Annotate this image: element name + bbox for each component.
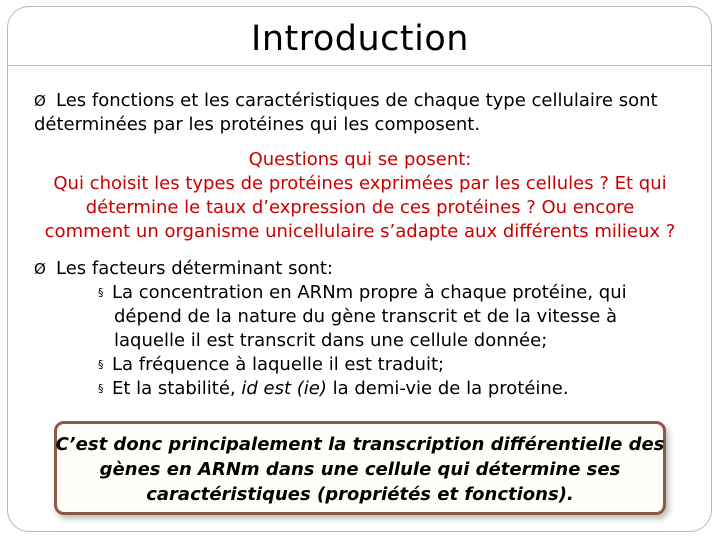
factor-item-3-post: la demi-vie de la protéine. xyxy=(326,378,569,399)
questions-heading: Questions qui se posent: xyxy=(248,149,472,170)
question-line-2: Qui choisit les types de protéines exprimées par les cellules ? Et qui xyxy=(53,173,667,194)
factor-item-1 xyxy=(98,281,627,305)
factor-item-3-italic: id est (ie) xyxy=(241,378,327,399)
slide-title: Introduction xyxy=(251,19,469,59)
factor-item-1-line-2: dépend de la nature du gène transcrit et de la vitesse à xyxy=(114,306,618,327)
factor-item-3 xyxy=(98,377,569,401)
factor-item-1-line-1: La concentration en ARNm propre à chaque protéine, qui xyxy=(112,282,627,303)
question-line-3: détermine le taux d’expression de ces protéines ? Ou encore xyxy=(85,197,635,218)
intro-bullet-line xyxy=(34,88,658,114)
arrow-bullet-icon: Ø xyxy=(34,260,46,278)
factor-item-3-pre: Et la stabilité, xyxy=(112,378,242,399)
factors-heading: Les facteurs déterminant sont: xyxy=(56,258,333,279)
conclusion-line-1: C’est donc principalement la transcription différentielle des xyxy=(55,434,665,455)
intro-line-2: déterminées par les protéines qui les composent. xyxy=(34,114,481,135)
title-divider xyxy=(7,65,712,66)
conclusion-line-3: caractéristiques (propriétés et fonctions). xyxy=(146,484,574,505)
factor-item-2-text: La fréquence à laquelle il est traduit; xyxy=(112,354,445,375)
conclusion-line-2: gènes en ARNm dans une cellule qui détermine ses xyxy=(99,459,621,480)
factor-item-2 xyxy=(98,353,444,377)
factor-item-1-line-3: laquelle il est transcrit dans une cellule donnée; xyxy=(114,330,548,351)
square-bullet-icon: § xyxy=(98,358,104,371)
question-line-4: comment un organisme unicellulaire s’adapte aux différents milieux ? xyxy=(44,221,676,242)
factors-heading-line xyxy=(34,256,333,282)
square-bullet-icon: § xyxy=(98,382,104,395)
arrow-bullet-icon: Ø xyxy=(34,92,46,110)
intro-line-1: Les fonctions et les caractéristiques de chaque type cellulaire sont xyxy=(56,90,658,111)
square-bullet-icon: § xyxy=(98,286,104,299)
